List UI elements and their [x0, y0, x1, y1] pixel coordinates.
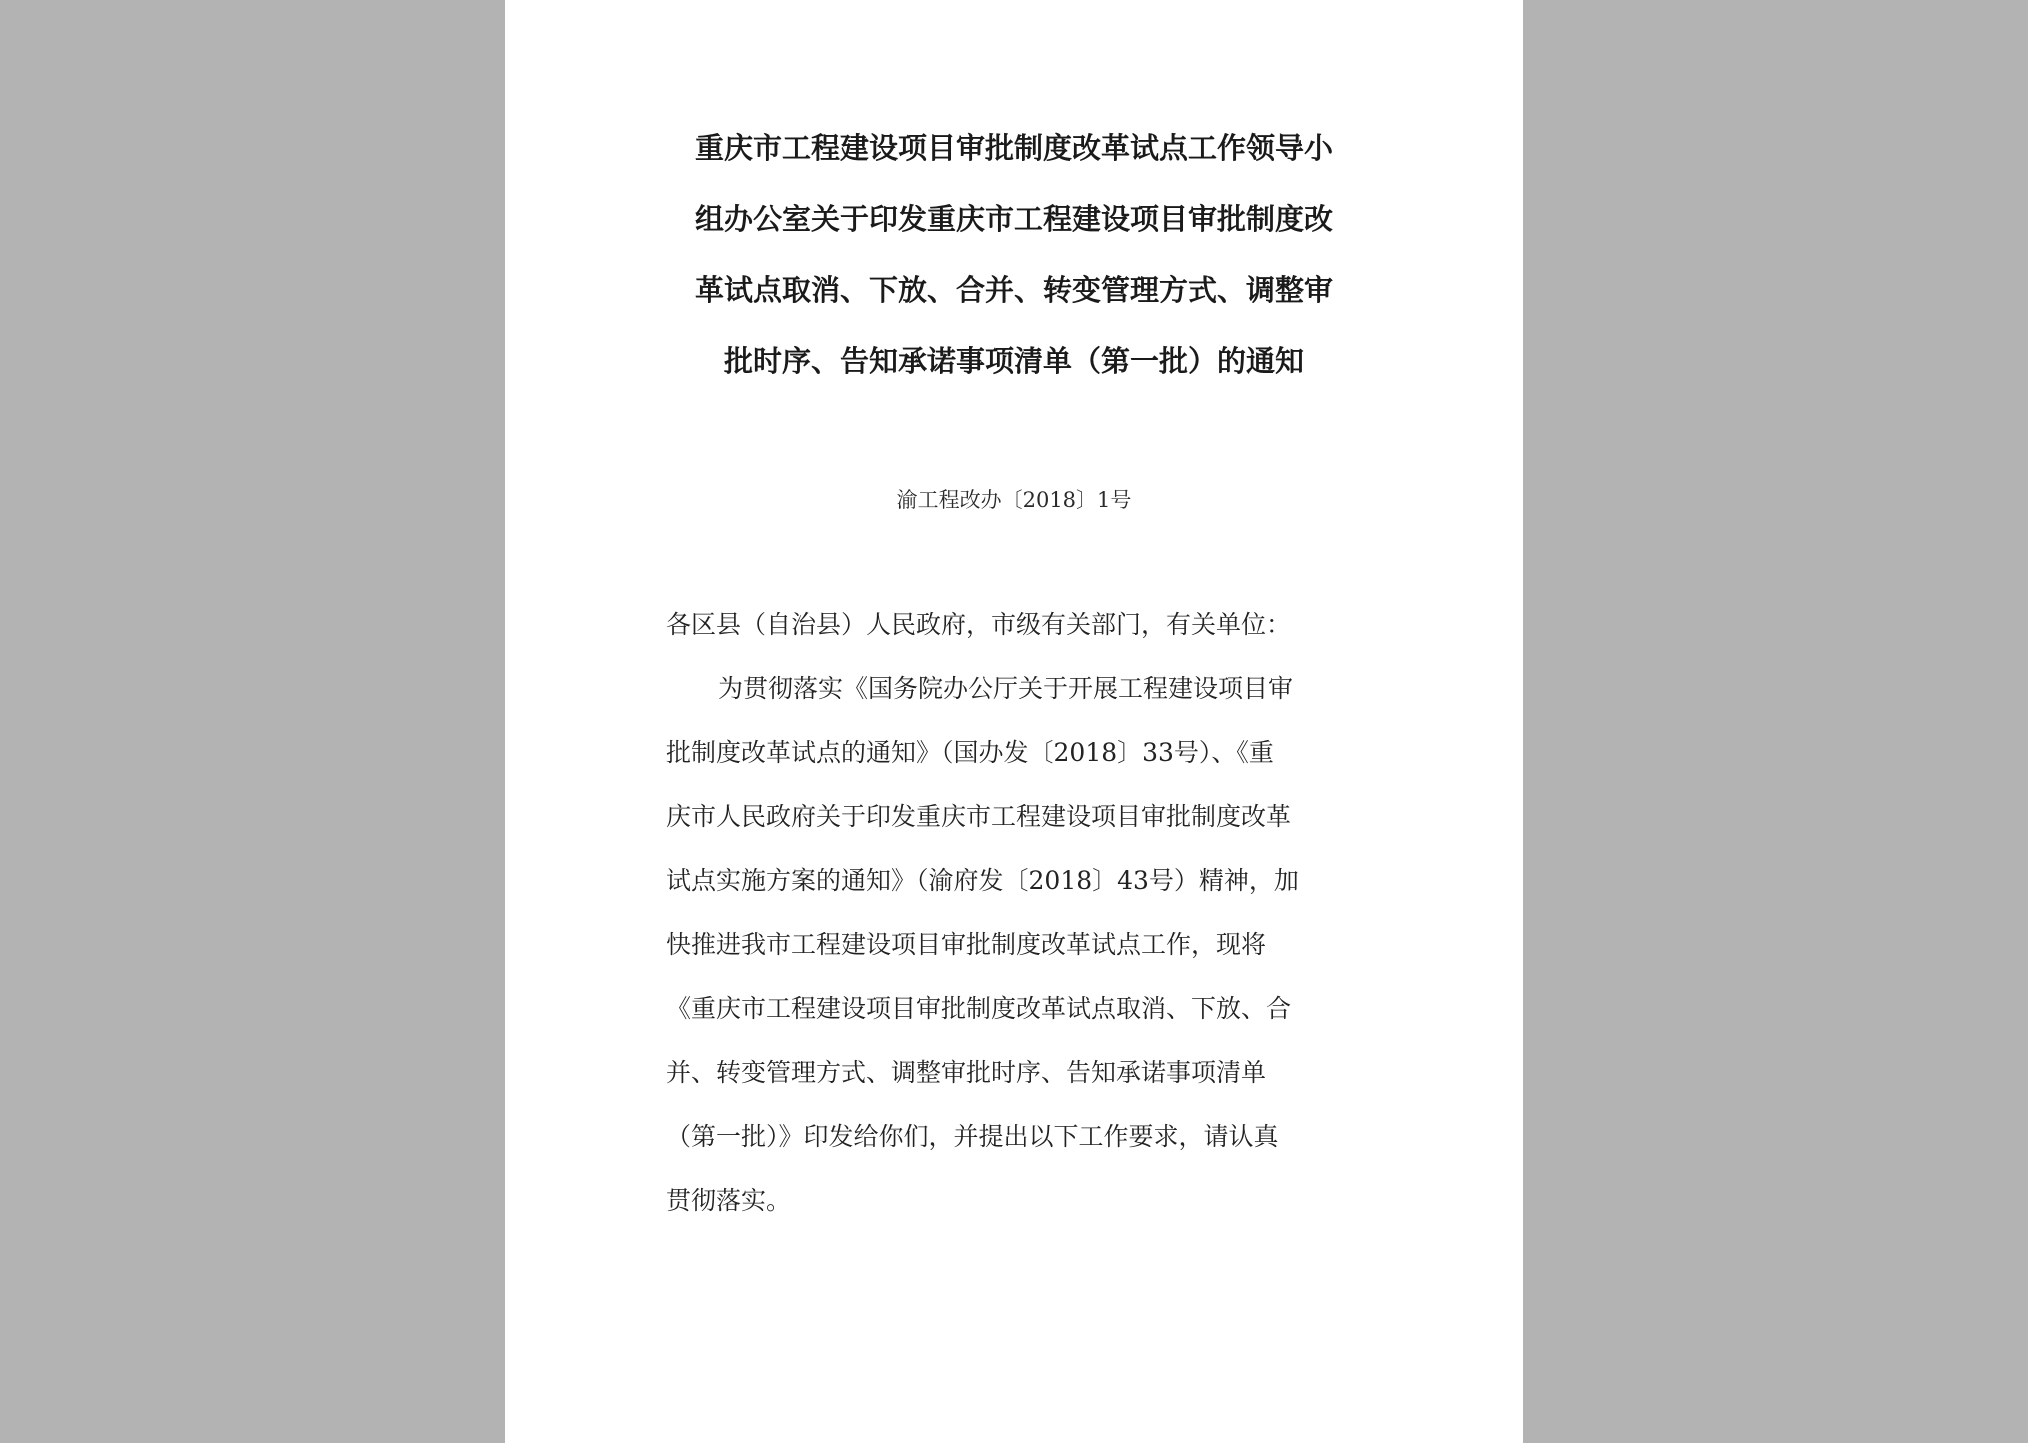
- paragraph-line-3: 庆市人民政府关于印发重庆市工程建设项目审批制度改革: [666, 802, 1292, 831]
- paragraph-line-7: 并、转变管理方式、调整审批时序、告知承诺事项清单: [666, 1058, 1267, 1087]
- paragraph-line-9: 贯彻落实。: [666, 1186, 792, 1215]
- addressee: 各区县（自治县）人民政府，市级有关部门，有关单位：: [666, 610, 1292, 639]
- doc-title-line-3: 革试点取消、下放、合并、转变管理方式、调整审: [694, 273, 1333, 307]
- paragraph-line-1: 为贯彻落实《国务院办公厅关于开展工程建设项目审: [718, 674, 1294, 703]
- paragraph-line-5: 快推进我市工程建设项目审批制度改革试点工作，现将: [666, 930, 1267, 959]
- paragraph-line-6: 《重庆市工程建设项目审批制度改革试点取消、下放、合: [666, 994, 1292, 1023]
- paragraph-line-8: （第一批）》印发给你们，并提出以下工作要求，请认真: [666, 1122, 1279, 1151]
- doc-title-line-2: 组办公室关于印发重庆市工程建设项目审批制度改: [694, 202, 1333, 236]
- document-page: [505, 0, 1523, 1443]
- doc-title-line-4: 批时序、告知承诺事项清单（第一批）的通知: [723, 344, 1304, 378]
- doc-title-line-1: 重庆市工程建设项目审批制度改革试点工作领导小: [694, 131, 1333, 165]
- doc-number: 渝工程改办〔2018〕1号: [896, 488, 1132, 512]
- paragraph-line-4: 试点实施方案的通知》（渝府发〔2018〕43号）精神，加: [666, 866, 1299, 895]
- paragraph-line-2: 批制度改革试点的通知》（国办发〔2018〕33号）、《重: [666, 738, 1274, 767]
